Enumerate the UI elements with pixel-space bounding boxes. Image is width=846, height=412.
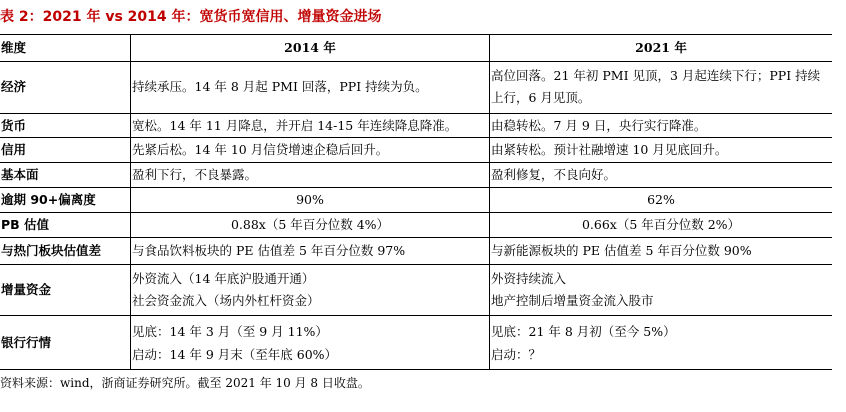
cell-2014 — [131, 264, 490, 316]
row-label: 逾期 90+偏离度 — [1, 191, 96, 207]
cell-text: 外资流入（14 年底沪股通开通） — [132, 270, 315, 286]
cell-2014 — [131, 62, 490, 114]
row-label: PB 估值 — [1, 216, 50, 232]
cell-text: 由紧转松。预计社融增速 10 月见底回升。 — [491, 142, 728, 158]
row-label: 经济 — [1, 79, 27, 95]
cell-2014 — [131, 316, 490, 370]
row-label: 货币 — [1, 117, 27, 133]
cell-2021 — [490, 237, 833, 264]
cell-text: 与食品饮料板块的 PE 估值差 5 年百分位数 97% — [132, 242, 406, 258]
row-label: 信用 — [1, 142, 27, 158]
cell-2021 — [490, 188, 833, 213]
table-row-bank-market — [0, 316, 832, 370]
table-row-incremental-funds — [0, 264, 832, 316]
table-header-row — [0, 35, 832, 62]
cell-text: 启动：？ — [491, 346, 542, 362]
header-dimension: 维度 — [0, 35, 131, 62]
header-2014: 2014 年 — [131, 35, 490, 62]
table-row-pb-valuation — [0, 212, 832, 237]
cell-text: 先紧后松。14 年 10 月信贷增速企稳后回升。 — [132, 142, 389, 158]
cell-text: 90% — [296, 191, 324, 207]
row-label: 基本面 — [1, 167, 39, 183]
cell-text: 与新能源板块的 PE 估值差 5 年百分位数 90% — [491, 242, 752, 258]
cell-2021 — [490, 316, 833, 370]
cell-text: 外资持续流入 — [491, 270, 567, 286]
cell-text: 0.66x（5 年百分位数 2%） — [581, 216, 741, 232]
table-row-overdue-deviation — [0, 188, 832, 213]
cell-text: 社会资金流入（场内外杠杆资金） — [132, 292, 320, 308]
cell-2021 — [490, 113, 833, 138]
cell-2014 — [131, 138, 490, 163]
cell-text: 地产控制后增量资金流入股市 — [491, 292, 654, 308]
cell-text: 启动：14 年 9 月末（至年底 60%） — [132, 346, 338, 362]
cell-2014 — [131, 163, 490, 188]
table-title: 表 2：2021 年 vs 2014 年：宽货币宽信用、增量资金进场 — [0, 9, 382, 25]
cell-2014 — [131, 188, 490, 213]
cell-text: 持续承压。14 年 8 月起 PMI 回落，PPI 持续为负。 — [132, 79, 428, 95]
cell-2021 — [490, 212, 833, 237]
row-label: 与热门板块估值差 — [1, 242, 102, 258]
table-row-monetary — [0, 113, 832, 138]
cell-text: 见底：21 年 8 月初（至今 5%） — [491, 323, 676, 339]
cell-2021 — [490, 138, 833, 163]
table-row-economy — [0, 62, 832, 114]
cell-text: 见底：14 年 3 月（至 9 月 11%） — [132, 323, 328, 339]
cell-2021 — [490, 264, 833, 316]
table-row-fundamentals — [0, 163, 832, 188]
cell-2014 — [131, 237, 490, 264]
cell-text: 0.88x（5 年百分位数 4%） — [230, 216, 390, 232]
comparison-table — [0, 34, 832, 370]
cell-2021 — [490, 62, 833, 114]
table-row-valuation-gap — [0, 237, 832, 264]
cell-text: 宽松。14 年 11 月降息，并开启 14-15 年连续降息降准。 — [132, 117, 458, 133]
cell-text: 盈利下行，不良暴露。 — [132, 167, 258, 183]
cell-text: 62% — [647, 191, 675, 207]
cell-text: 由稳转松。7 月 9 日，央行实行降准。 — [491, 117, 707, 133]
table-row-credit — [0, 138, 832, 163]
row-label: 增量资金 — [1, 281, 52, 297]
cell-text: 盈利修复，不良向好。 — [491, 167, 617, 183]
row-label: 银行行情 — [1, 334, 52, 350]
cell-text: 高位回落。21 年初 PMI 见顶，3 月起连续下行；PPI 持续上行，6 月见顶。 — [491, 68, 821, 106]
cell-2021 — [490, 163, 833, 188]
cell-2014 — [131, 212, 490, 237]
source-note: 资料来源：wind，浙商证券研究所。截至 2021 年 10 月 8 日收盘。 — [0, 376, 370, 390]
cell-2014 — [131, 113, 490, 138]
header-2021: 2021 年 — [490, 35, 833, 62]
